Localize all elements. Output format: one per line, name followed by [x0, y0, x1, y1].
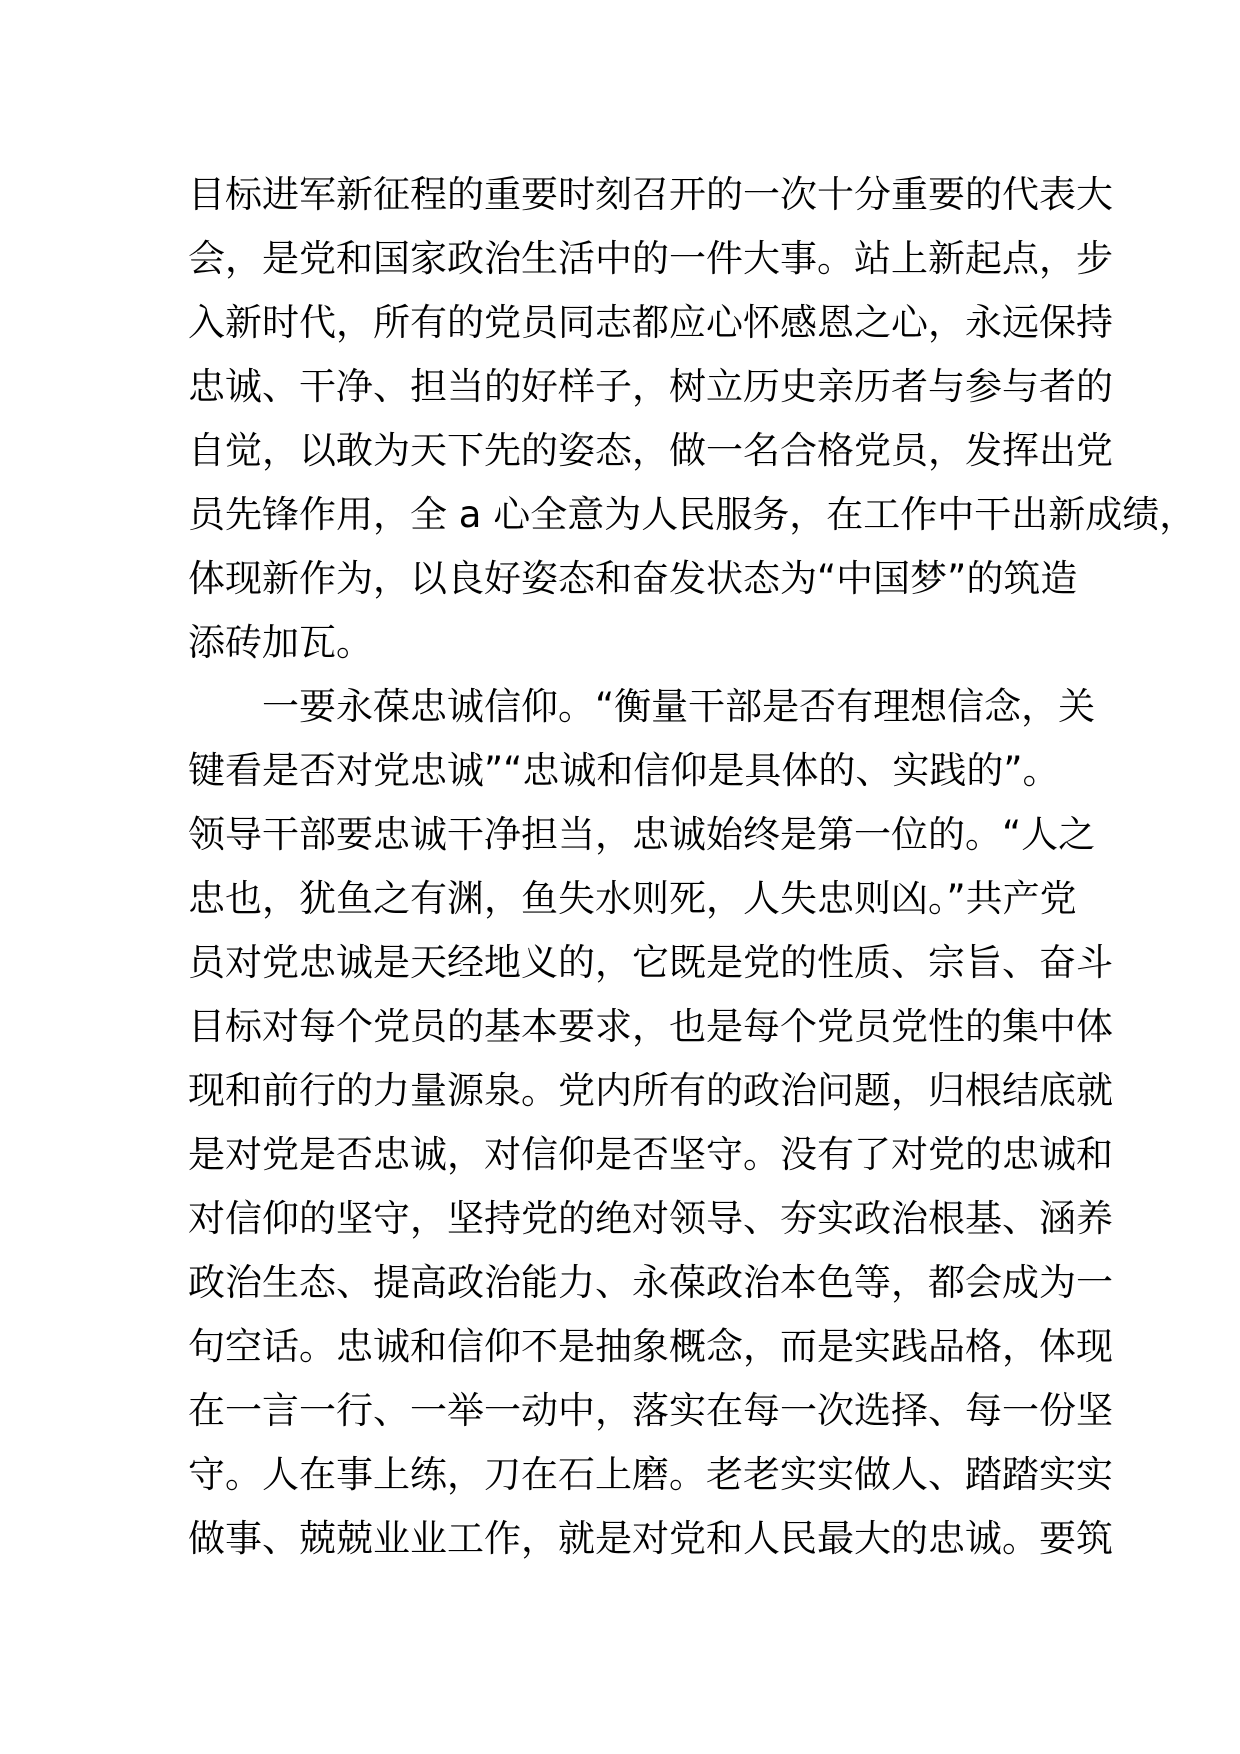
text-line: 会，是党和国家政治生活中的一件大事。站上新起点，步 — [188, 237, 1113, 280]
text-line: 守。人在事上练，刀在石上磨。老老实实做人、踏踏实实 — [188, 1453, 1113, 1496]
text-line: 对信仰的坚守，坚持党的绝对领导、夯实政治根基、涵养 — [188, 1197, 1113, 1240]
text-line: 目标对每个党员的基本要求，也是每个党员党性的集中体 — [188, 1005, 1113, 1048]
text-line: 员对党忠诚是天经地义的，它既是党的性质、宗旨、奋斗 — [188, 941, 1113, 984]
text-line: 句空话。忠诚和信仰不是抽象概念，而是实践品格，体现 — [188, 1325, 1113, 1368]
text-line: 政治生态、提高政治能力、永葆政治本色等，都会成为一 — [188, 1261, 1113, 1304]
text-line: 做事、兢兢业业工作，就是对党和人民最大的忠诚。要筑 — [188, 1517, 1113, 1560]
text-line: 键看是否对党忠诚”“忠诚和信仰是具体的、实践的”。 — [188, 749, 1060, 792]
text-line: 添砖加瓦。 — [188, 621, 373, 664]
text-line: 员先锋作用，全 a 心全意为人民服务，在工作中干出新成绩， — [188, 493, 1197, 536]
text-line: 入新时代，所有的党员同志都应心怀感恩之心，永远保持 — [188, 301, 1113, 344]
text-line: 体现新作为，以良好姿态和奋发状态为“中国梦”的筑造 — [188, 557, 1078, 600]
text-line: 在一言一行、一举一动中，落实在每一次选择、每一份坚 — [188, 1389, 1113, 1432]
body-text — [188, 163, 1197, 1571]
text-line: 目标进军新征程的重要时刻召开的一次十分重要的代表大 — [188, 173, 1113, 216]
paragraph-start-line: 一要永葆忠诚信仰。“衡量干部是否有理想信念，关 — [188, 685, 1096, 728]
text-line: 自觉，以敢为天下先的姿态，做一名合格党员，发挥出党 — [188, 429, 1113, 472]
text-line: 现和前行的力量源泉。党内所有的政治问题，归根结底就 — [188, 1069, 1113, 1112]
text-line: 是对党是否忠诚，对信仰是否坚守。没有了对党的忠诚和 — [188, 1133, 1113, 1176]
text-line: 忠诚、干净、担当的好样子，树立历史亲历者与参与者的 — [188, 365, 1113, 408]
text-line: 忠也，犹鱼之有渊，鱼失水则死，人失忠则凶。”共产党 — [188, 877, 1077, 920]
text-line: 领导干部要忠诚干净担当，忠诚始终是第一位的。“人之 — [188, 813, 1096, 856]
